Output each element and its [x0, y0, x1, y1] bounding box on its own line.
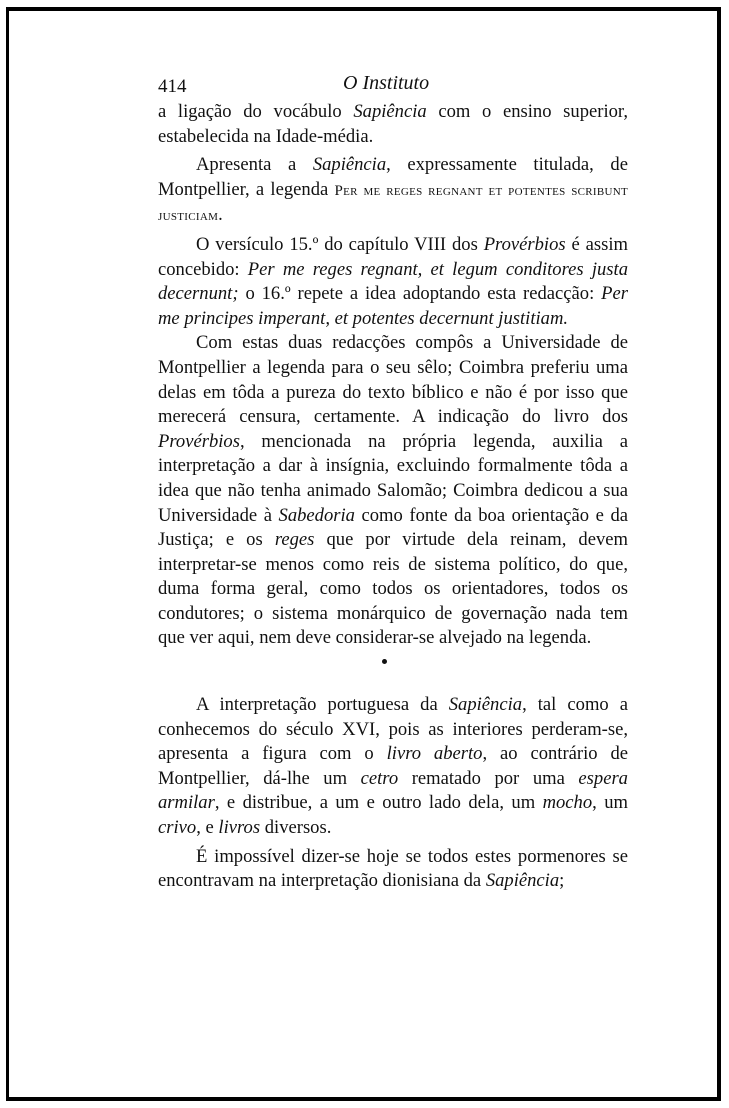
page-number: 414	[158, 76, 187, 97]
paragraph-4: Com estas duas redacções compôs a Universidade de Montpellier a legenda para o seu sêlo; Coimbra preferiu uma delas em tôda a pureza do texto bíblico e não é por isso que merecerá censura, certamente. A indicação do livro dos Provérbios, mencionada na própria legenda, auxilia a interpretação a dar à insígnia, excluindo formalmente tôda a idea que não tenha animado Salomão; Coimbra dedicou a sua Universidade à Sabedoria como fonte da boa orientação e da Justiça; e os reges que por virtude dela reinam, devem interpretar-se menos como reis de sistema político, do que, duma forma geral, como todos os orientadores, todos os condutores; o sistema monárquico de governação nada tem que ver aqui, nem deve considerar-se alvejado na legenda.	[158, 332, 628, 649]
paragraph-5: A interpretação portuguesa da Sapiência, tal como a conhecemos do século XVI, pois as interiores perderam-se, apresenta a figura com o livro aberto, ao contrário de Montpellier, dá-lhe um cetro rematado por uma espera armilar, e distribue, a um e outro lado dela, um mocho, um crivo, e livros diversos.	[158, 694, 629, 839]
paragraph-1: a ligação do vocábulo Sapiência com o ensino superior, estabelecida na Idade-média.	[158, 101, 629, 147]
running-title: O Instituto	[343, 72, 430, 94]
paragraph-3: O versículo 15.º do capítulo VIII dos Provérbios é assim concebido: Per me reges regnant, et legum conditores justa decernunt; o 16.º repete a idea adoptando esta redacção: Per me principes imperant, et potentes decernunt justitiam.	[158, 233, 628, 329]
paragraph-6: É impossível dizer-se hoje se todos estes pormenores se encontravam na interpretação dionisiana da Sapiência;	[158, 845, 628, 892]
motto-small-caps: Per me reges regnant et potentes scribunt justiciam	[158, 182, 628, 225]
book-page	[158, 68, 628, 894]
paragraph-2: Apresenta a Sapiência, expressamente titulada, de Montpellier, a legenda Per me reges regnant et potentes scribunt justiciam.	[158, 154, 628, 226]
separator-dot	[382, 659, 387, 664]
running-head	[158, 68, 628, 100]
section-separator	[158, 651, 628, 679]
